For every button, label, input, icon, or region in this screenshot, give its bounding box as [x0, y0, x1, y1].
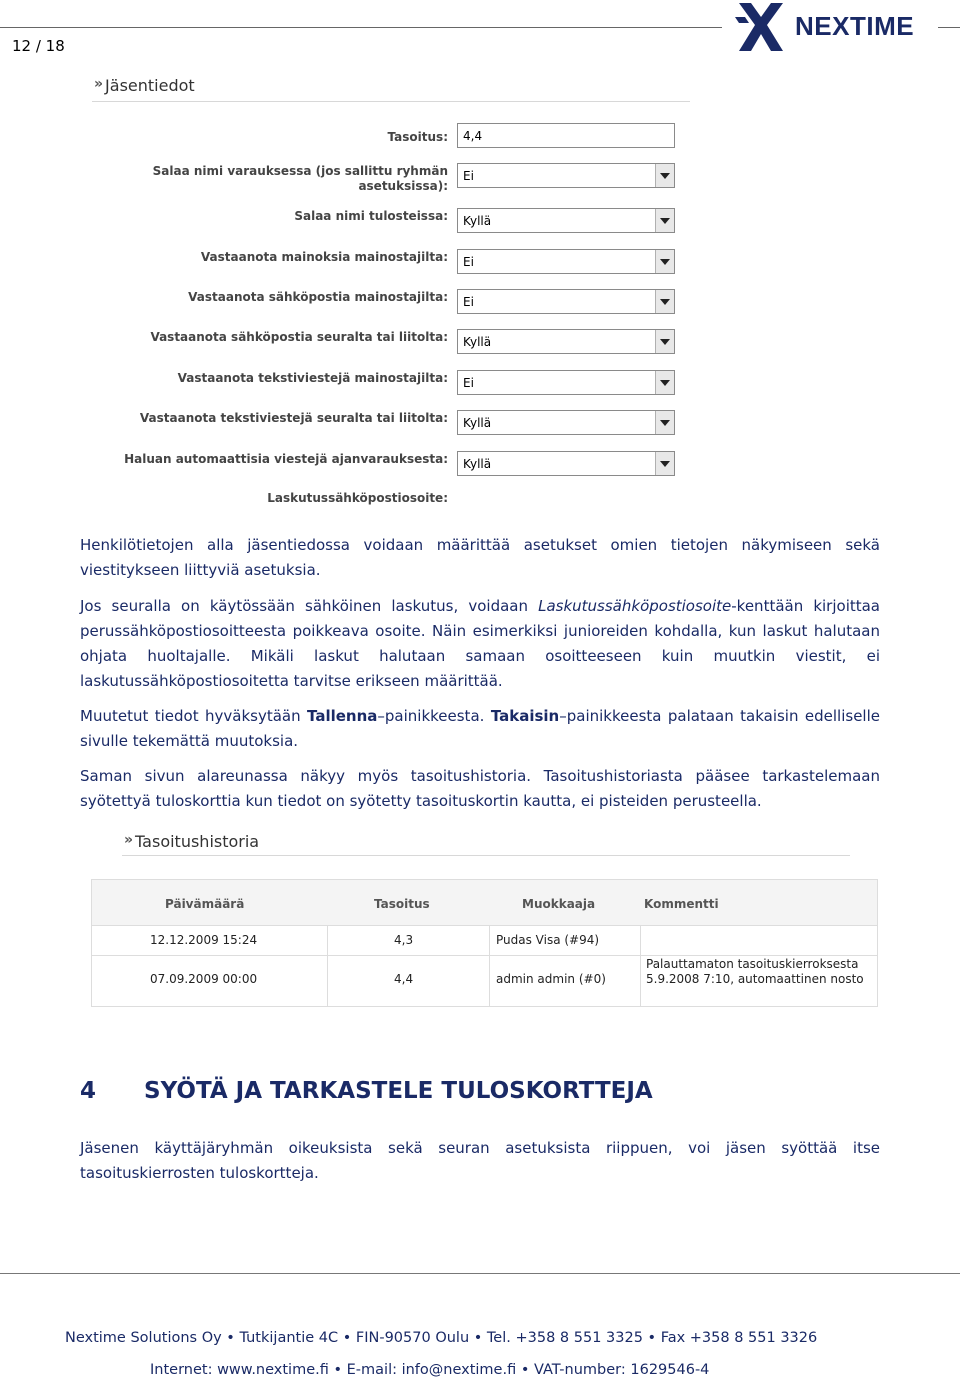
footer-contact-line: Nextime Solutions Oy • Tutkijantie 4C • FIN-90570 Oulu • Tel. +358 8 551 3325 • Fax +358 8 551 3326	[65, 1330, 818, 1346]
history-title-rule	[122, 855, 850, 856]
paragraph-3: Muutetut tiedot hyväksytään Tallenna–painikkeesta. Takaisin–painikkeesta palataan takaisin edelliselle sivulle tekemättä muutoksia.	[80, 707, 880, 750]
form-label-tekstiviestit-mainostajat: Vastaanota tekstiviestejä mainostajilta:	[177, 371, 448, 385]
form-label-salaa-varaus: Salaa nimi varauksessa (jos sallittu ryhmän asetuksissa):	[152, 164, 448, 193]
form-label-laskutussahkoposti: Laskutussähköpostiosoite:	[267, 491, 448, 505]
section-title: SYÖTÄ JA TARKASTELE TULOSKORTTEJA	[144, 1078, 653, 1104]
form-label-tasoitus: Tasoitus:	[387, 130, 448, 144]
raquo-icon: »	[124, 832, 134, 848]
section-number: 4	[80, 1078, 97, 1104]
table-cell: 12.12.2009 15:24	[150, 933, 258, 947]
chevron-down-icon	[655, 411, 674, 434]
form-label-tekstiviestit-seura: Vastaanota tekstiviestejä seuralta tai liitolta:	[139, 411, 448, 425]
table-cell: Pudas Visa (#94)	[496, 933, 600, 947]
paragraph-4: Saman sivun alareunassa näkyy myös tasoitushistoria. Tasoitushistoriasta pääsee tarkastelemaan syötettyä tuloskorttia kun tiedot on syötetty tasoituskortin kautta, ei pisteiden perusteella.	[80, 767, 880, 810]
table-cell: admin admin (#0)	[496, 972, 606, 986]
tekstiviestit-mainostajat-select[interactable]: Ei	[457, 370, 675, 395]
paragraph-2: Jos seuralla on käytössään sähköinen laskutus, voidaan Laskutussähköpostiosoite-kenttään kirjoittaa perussähköpostiosoitteesta poikkeava osoite. Näin esimerkiksi junioreiden kohdalla, kun laskut halutaan ohjata huoltajalle. Mikäli laskut halutaan samaan osoitteeseen kuin muutkin viestit, ei laskutussähköpostiosoitetta tarvitse erikseen määrittää.	[80, 597, 881, 690]
chevron-down-icon	[655, 250, 674, 273]
col-header-editor: Muokkaaja	[522, 897, 596, 911]
chevron-down-icon	[655, 452, 674, 475]
form-label-salaa-tulosteet: Salaa nimi tulosteissa:	[294, 209, 448, 223]
header-rule-right	[938, 27, 960, 28]
history-table-header	[92, 880, 877, 926]
header-rule	[0, 27, 722, 28]
section-heading	[80, 1078, 653, 1104]
chevron-down-icon	[655, 164, 674, 187]
footer-rule	[0, 1273, 960, 1274]
page-number: 12 / 18	[12, 37, 65, 55]
chevron-down-icon	[655, 330, 674, 353]
tasoitus-input[interactable]: 4,4	[457, 123, 675, 148]
nextime-logo	[735, 3, 935, 51]
member-form-title-rule	[92, 101, 690, 102]
nextime-x-icon	[735, 3, 787, 51]
history-table	[91, 879, 878, 1007]
col-header-date: Päivämäärä	[165, 897, 245, 911]
sahkoposti-mainostajat-select[interactable]: Ei	[457, 289, 675, 314]
history-title: » Tasoitushistoria	[124, 832, 260, 851]
chevron-down-icon	[655, 290, 674, 313]
footer-internet-line: Internet: www.nextime.fi • E-mail: info@nextime.fi • VAT-number: 1629546-4	[150, 1362, 710, 1378]
chevron-down-icon	[655, 209, 674, 232]
form-label-sahkoposti-seura: Vastaanota sähköpostia seuralta tai liitolta:	[150, 330, 448, 344]
form-label-mainokset: Vastaanota mainoksia mainostajilta:	[200, 250, 448, 264]
member-form-title: » Jäsentiedot	[94, 76, 195, 95]
logo-text: NEXTIME	[795, 11, 915, 41]
sahkoposti-seura-select[interactable]: Kyllä	[457, 329, 675, 354]
table-cell: Palauttamaton tasoituskierroksesta 5.9.2008 7:10, automaattinen nosto	[646, 957, 864, 986]
salaa-varaus-select[interactable]: Ei	[457, 163, 675, 188]
tekstiviestit-seura-select[interactable]: Kyllä	[457, 410, 675, 435]
section-paragraph: Jäsenen käyttäjäryhmän oikeuksista sekä seuran asetuksista riippuen, voi jäsen syöttää itse tasoituskierrosten tuloskortteja.	[80, 1139, 880, 1182]
chevron-down-icon	[655, 371, 674, 394]
form-label-automaattiset-viestit: Haluan automaattisia viestejä ajanvarauksesta:	[124, 452, 448, 466]
col-header-handicap: Tasoitus	[374, 897, 430, 911]
table-cell: 4,3	[394, 933, 414, 947]
salaa-tulosteet-select[interactable]: Kyllä	[457, 208, 675, 233]
paragraph-1: Henkilötietojen alla jäsentiedossa voidaan määrittää asetukset omien tietojen näkymiseen sekä viestitykseen liittyviä asetuksia.	[80, 536, 880, 579]
raquo-icon: »	[94, 76, 104, 92]
automaattiset-viestit-select[interactable]: Kyllä	[457, 451, 675, 476]
table-cell: 07.09.2009 00:00	[150, 972, 258, 986]
form-label-sahkoposti-mainostajat: Vastaanota sähköpostia mainostajilta:	[188, 290, 448, 304]
col-header-comment: Kommentti	[644, 897, 719, 911]
table-cell: 4,4	[394, 972, 414, 986]
mainokset-select[interactable]: Ei	[457, 249, 675, 274]
